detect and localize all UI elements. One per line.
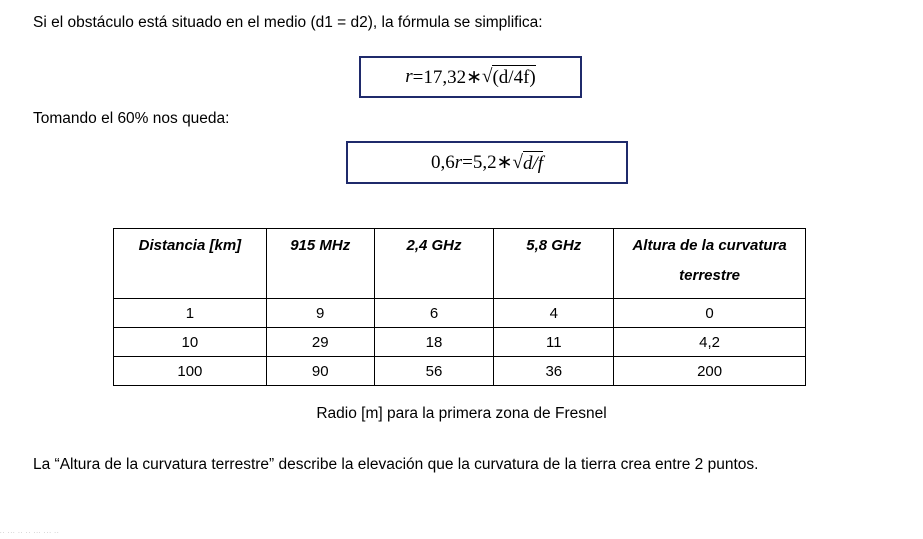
table-cell: 100 bbox=[114, 357, 267, 386]
header-distance: Distancia [km] bbox=[114, 229, 267, 299]
table-cell: 200 bbox=[614, 357, 806, 386]
table-cell: 90 bbox=[266, 357, 374, 386]
sixty-percent-paragraph: Tomando el 60% nos queda: bbox=[33, 110, 230, 127]
table-cell: 4,2 bbox=[614, 328, 806, 357]
formula-factor: 0,6 bbox=[430, 151, 455, 173]
table-cell: 56 bbox=[374, 357, 494, 386]
table-cell: 9 bbox=[266, 299, 374, 328]
table-row bbox=[114, 357, 806, 386]
formula-radicand: d/f bbox=[522, 152, 544, 174]
formula-variable-r: r bbox=[454, 151, 463, 173]
fresnel-radius-table bbox=[113, 228, 806, 386]
table-row bbox=[114, 328, 806, 357]
table-header-row bbox=[114, 229, 806, 299]
formula-variable-r: r bbox=[405, 66, 413, 87]
sqrt-sign: √ bbox=[482, 66, 493, 87]
header-earth-curvature: Altura de la curvatura terrestre bbox=[614, 229, 806, 299]
formula-coefficient: =17,32∗ bbox=[412, 66, 483, 88]
table-caption: Radio [m] para la primera zona de Fresnel bbox=[316, 405, 607, 422]
page-footer-marks: ·· ··· ·· ·· ··· ··· ·· bbox=[0, 530, 60, 536]
header-2-4ghz: 2,4 GHz bbox=[374, 229, 494, 299]
formula-sixty-percent bbox=[346, 141, 628, 184]
table-cell: 6 bbox=[374, 299, 494, 328]
formula-radicand: (d/4f) bbox=[492, 67, 536, 88]
table-cell: 29 bbox=[266, 328, 374, 357]
intro-paragraph: Si el obstáculo está situado en el medio (d1 = d2), la fórmula se simplifica: bbox=[33, 14, 543, 31]
curvature-description-paragraph: La “Altura de la curvatura terrestre” describe la elevación que la curvatura de la tierra crea entre 2 puntos. bbox=[33, 456, 759, 473]
table-cell: 18 bbox=[374, 328, 494, 357]
table-cell: 1 bbox=[114, 299, 267, 328]
table-cell: 11 bbox=[494, 328, 614, 357]
table-cell: 10 bbox=[114, 328, 267, 357]
header-5-8ghz: 5,8 GHz bbox=[494, 229, 614, 299]
table-cell: 36 bbox=[494, 357, 614, 386]
header-915mhz: 915 MHz bbox=[266, 229, 374, 299]
table-cell: 4 bbox=[494, 299, 614, 328]
formula-coefficient: =5,2∗ bbox=[462, 152, 513, 173]
table-row bbox=[114, 299, 806, 328]
table-cell: 0 bbox=[614, 299, 806, 328]
formula-simplified bbox=[359, 56, 582, 98]
sqrt-sign: √ bbox=[512, 151, 523, 173]
